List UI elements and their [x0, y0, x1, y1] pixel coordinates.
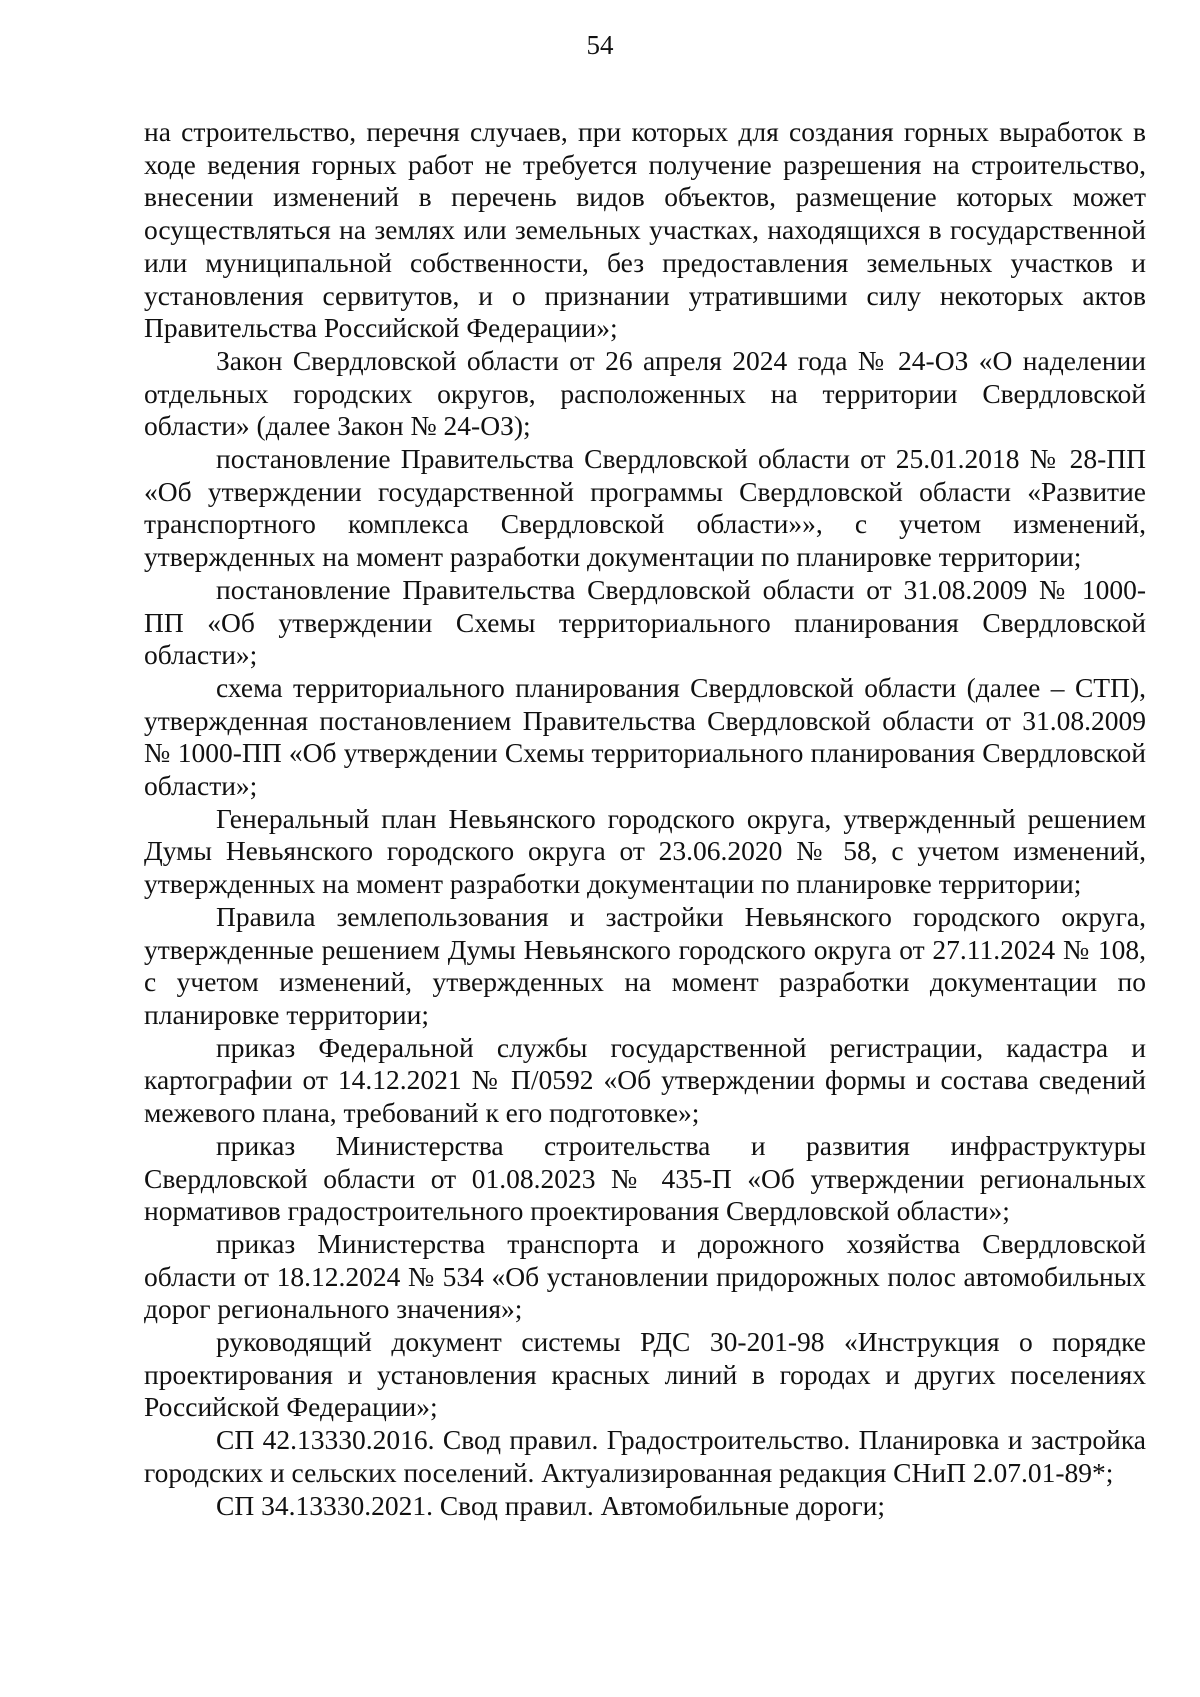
paragraph-sp-42: СП 42.13330.2016. Свод правил. Градостроительство. Планировка и застройка городских и сельских поселений. Актуализированная редакция СНиП 2.07.01-89*;	[144, 1424, 1146, 1488]
paragraph-rds-guideline: руководящий документ системы РДС 30-201-98 «Инструкция о порядке проектирования и установления красных линий в городах и других поселениях Российской Федерации»;	[144, 1326, 1146, 1423]
page-number: 54	[586, 30, 614, 60]
paragraph-rosreestr-order: приказ Федеральной службы государственной регистрации, кадастра и картографии от 14.12.2021 № П/0592 «Об утверждении формы и состава сведений межевого плана, требований к его подготовке»;	[144, 1031, 1146, 1129]
paragraph-continuation: на строительство, перечня случаев, при которых для создания горных выработок в ходе ведения горных работ не требуется получение разрешения на строительство, внесении изменений в перечень видов объектов, размещение которых может осуществляться на землях или земельных участках, находящихся в государственной или муниципальной собственности, без предоставления земельных участков и установления сервитутов, и о признании утратившими силу некоторых актов Правительства Российской Федерации»;	[144, 116, 1146, 344]
paragraph-sp-34: СП 34.13330.2021. Свод правил. Автомобильные дороги;	[216, 1489, 885, 1521]
paragraph-sverdlovsk-law-24-oz: Закон Свердловской области от 26 апреля 2024 года № 24-ОЗ «О наделении отдельных городских округов, расположенных на территории Свердловской области» (далее Закон № 24-ОЗ);	[144, 344, 1146, 442]
paragraph-territorial-planning-scheme: схема территориального планирования Свердловской области (далее – СТП), утвержденная постановлением Правительства Свердловской области от 31.08.2009 № 1000-ПП «Об утверждении Схемы территориального планирования Свердловской области»;	[144, 671, 1146, 802]
paragraph-transport-ministry-order: приказ Министерства транспорта и дорожного хозяйства Свердловской области от 18.12.2024 № 534 «Об установлении придорожных полос автомобильных дорог регионального значения»;	[144, 1227, 1146, 1325]
paragraph-resolution-1000-pp: постановление Правительства Свердловской области от 31.08.2009 № 1000-ПП «Об утверждении Схемы территориального планирования Свердловской области»;	[144, 573, 1146, 671]
paragraph-resolution-28-pp: постановление Правительства Свердловской области от 25.01.2018 № 28-ПП «Об утверждении государственной программы Свердловской области «Развитие транспортного комплекса Свердловской области»», с учетом изменений, утвержденных на момент разработки документации по планировке территории;	[144, 443, 1146, 573]
document-body	[144, 116, 1146, 1522]
paragraph-construction-ministry-order: приказ Министерства строительства и развития инфраструктуры Свердловской области от 01.08.2023 № 435-П «Об утверждении региональных нормативов градостроительного проектирования Свердловской области»;	[144, 1129, 1146, 1227]
paragraph-general-plan: Генеральный план Невьянского городского округа, утвержденный решением Думы Невьянского городского округа от 23.06.2020 № 58, с учетом изменений, утвержденных на момент разработки документации по планировке территории;	[144, 802, 1146, 900]
paragraph-land-use-rules: Правила землепользования и застройки Невьянского городского округа, утвержденные решением Думы Невьянского городского округа от 27.11.2024 № 108, с учетом изменений, утвержденных на момент разработки документации по планировке территории;	[144, 900, 1146, 1030]
